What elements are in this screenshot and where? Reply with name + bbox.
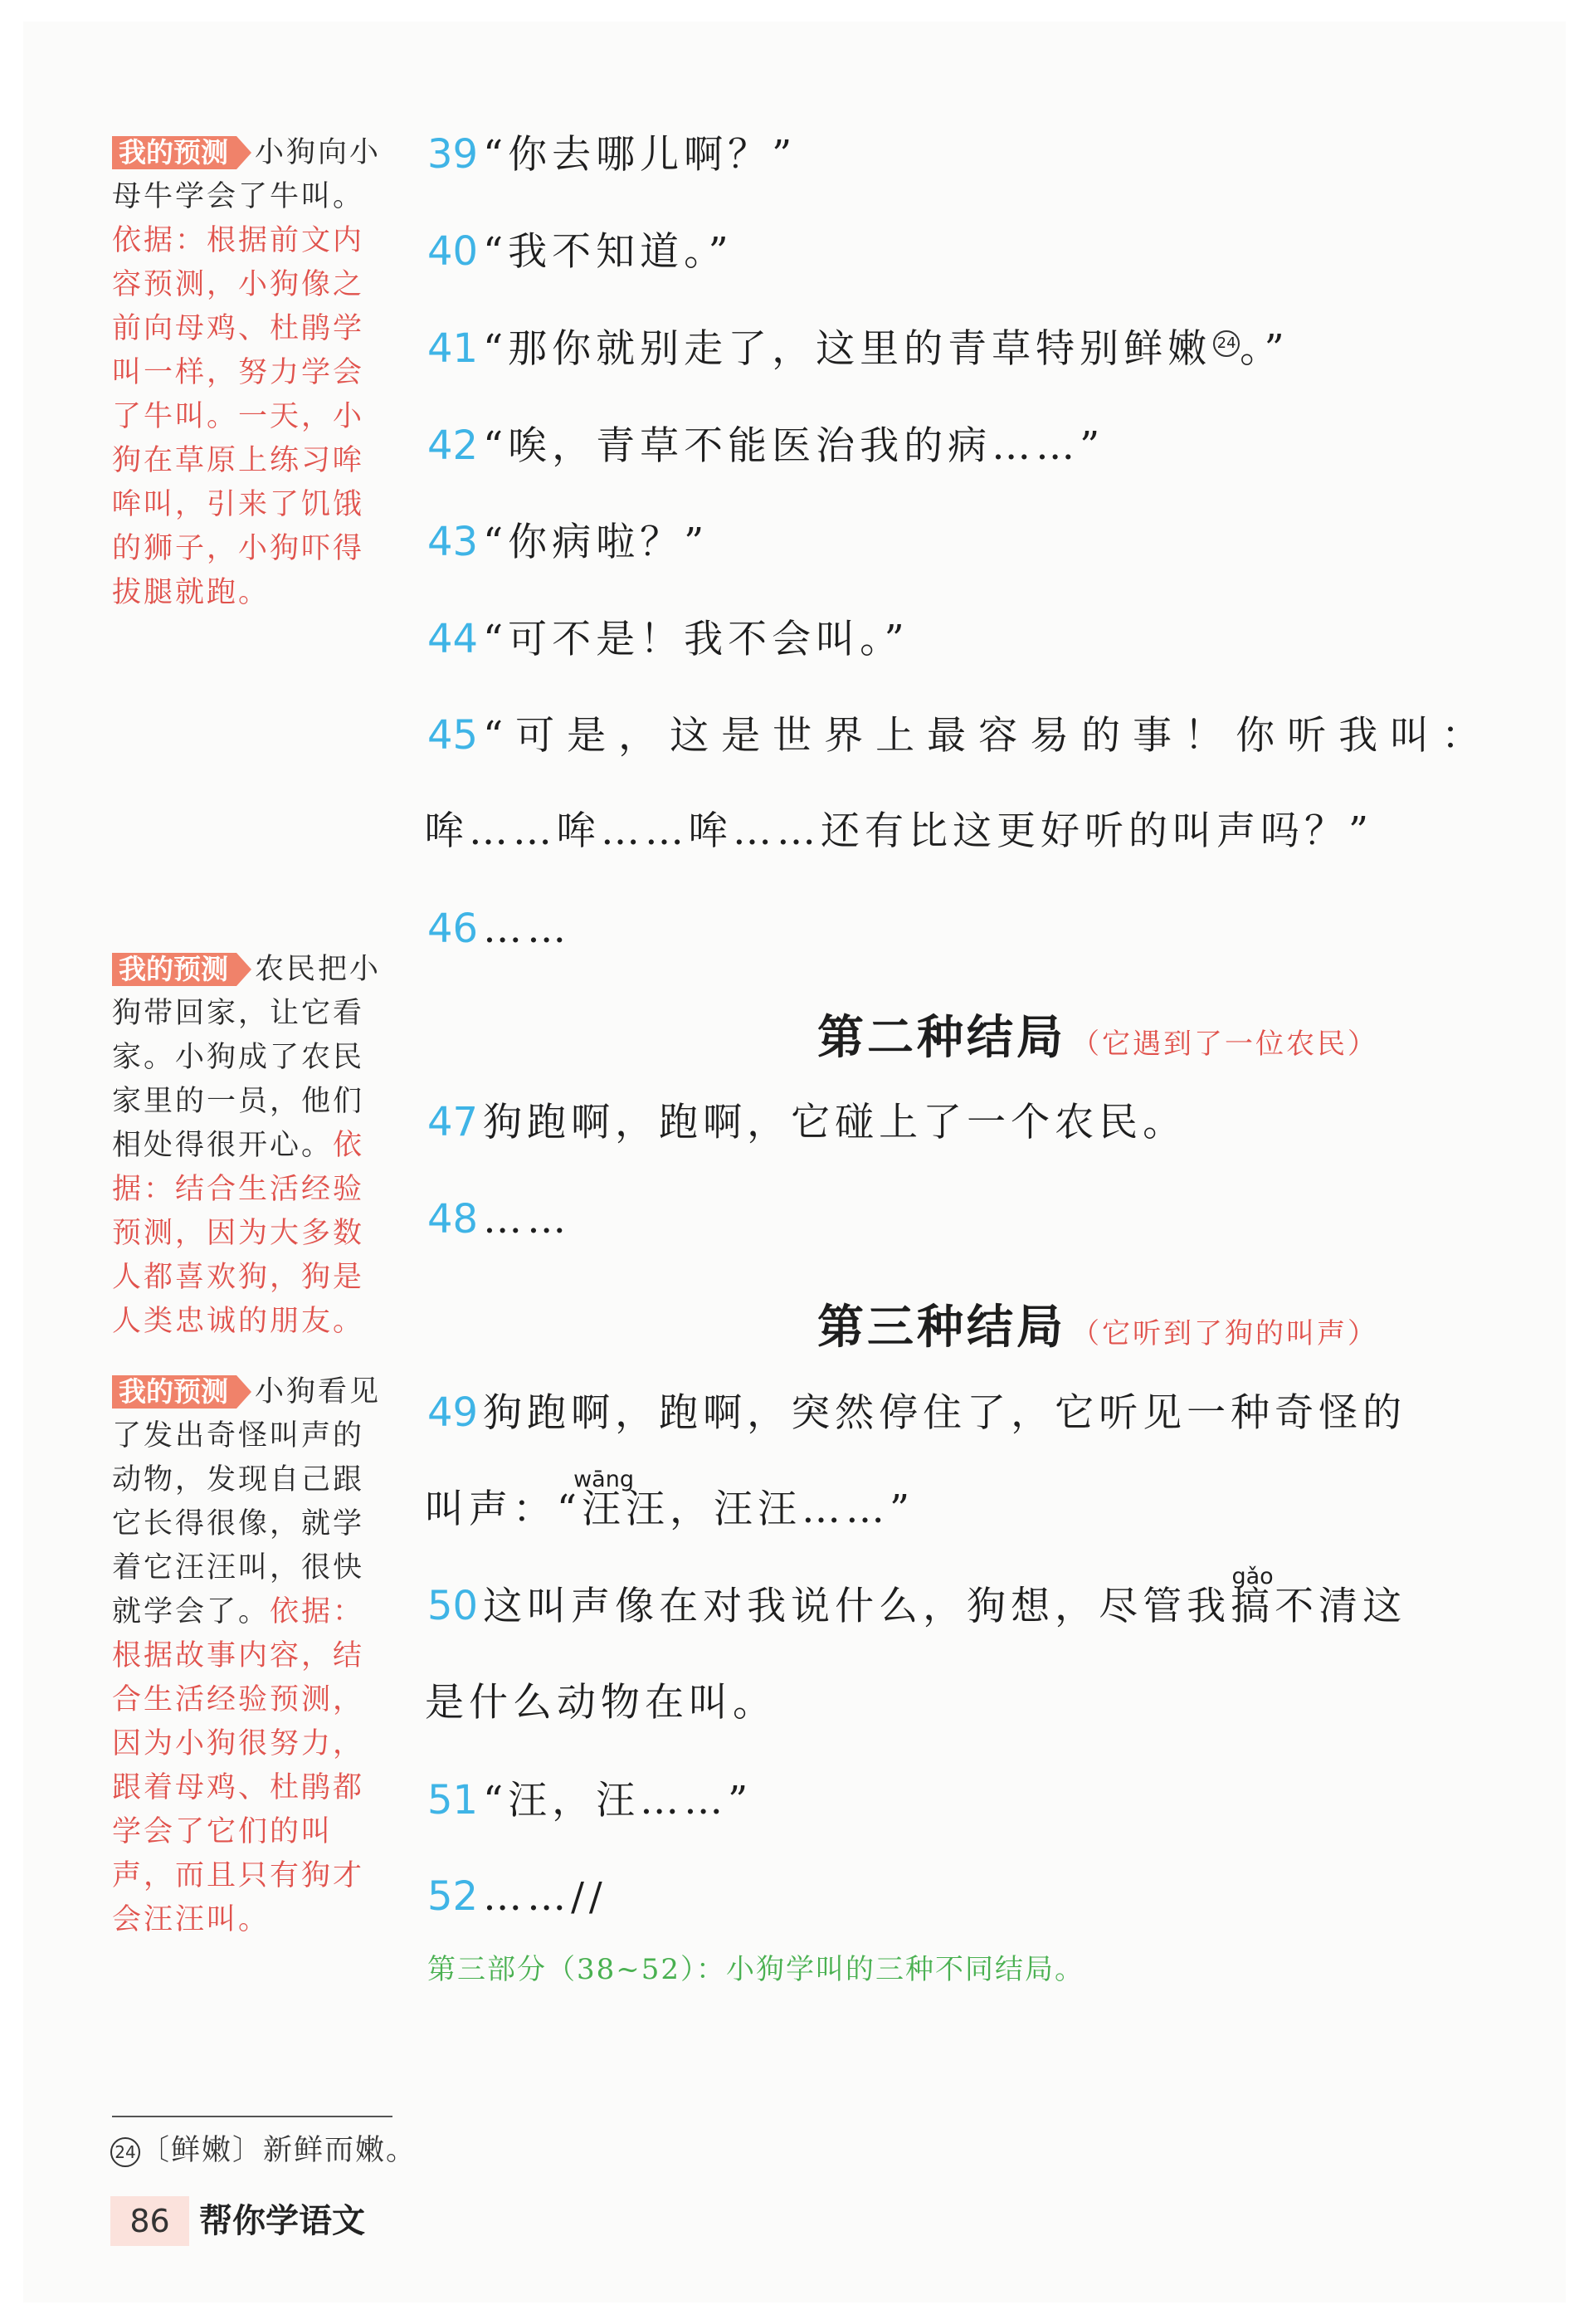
paragraph-47 [427,1097,1187,1148]
paragraph-number: 43 [427,519,479,565]
paragraph-50 [427,1564,1407,1632]
paragraph-44 [427,614,909,665]
paragraph-40 [427,227,734,277]
paragraph-text: 狗跑啊，跑啊，突然停住了，它听见一种奇怪的 [483,1390,1407,1436]
paragraph-text: “我不知道。” [483,229,734,275]
paragraph-42 [427,421,1104,471]
annotated-char: 搞 [1231,1584,1275,1629]
paragraph-50-continued [425,1678,777,1728]
paragraph-text: 这叫声像在对我说什么，狗想，尽管我 [483,1584,1231,1629]
footnote-number: 24 [110,2137,140,2167]
paragraph-text: 不清这 [1275,1584,1407,1629]
paragraph-43 [427,517,709,568]
prediction-badge: 我的预测 [112,953,236,986]
prediction-basis: 依据：根据前文内容预测，小狗像之前向母鸡、杜鹃学叫一样，努力学会了牛叫。一天，小狗在草原上练习哞哞叫，引来了饥饿的狮子，小狗吓得拔腿就跑。 [112,224,365,609]
paragraph-text: 哞……哞……哞……还有比这更好听的叫声吗？” [425,808,1374,854]
ending-heading-2 [817,1001,1378,1067]
paragraph-number: 51 [427,1777,479,1824]
prediction-badge: 我的预测 [112,136,236,169]
paragraph-number: 52 [427,1873,479,1920]
ending-title: 第二种结局 [817,1010,1066,1065]
paragraph-number: 46 [427,906,479,952]
paragraph-text: “唉，青草不能医治我的病……” [483,423,1105,469]
paragraph-text: 是什么动物在叫。 [425,1680,777,1726]
paragraph-text: “可是，这是世界上最容易的事！你听我叫： [483,713,1494,759]
paragraph-number: 49 [427,1389,479,1436]
paragraph-41 [427,324,1289,374]
paragraph-text-end: 。” [1240,326,1289,372]
paragraph-text: 叫声：“ [425,1487,582,1532]
paragraph-number: 47 [427,1099,479,1145]
paragraph-45 [427,710,1493,761]
paragraph-text: 狗跑啊，跑啊，它碰上了一个农民。 [483,1100,1187,1145]
paragraph-number: 50 [427,1583,479,1629]
paragraph-text: “汪，汪……” [483,1778,753,1824]
footnote [110,2127,417,2169]
prediction-basis: 依据：根据故事内容，结合生活经验预测，因为小狗很努力，跟着母鸡、杜鹃都学会了它们的叫声，而且只有狗才会汪汪叫。 [112,1595,365,1936]
paragraph-46 [427,904,571,954]
paragraph-text: …… [483,906,572,952]
paragraph-text: “你去哪儿啊？” [483,132,797,178]
paragraph-45-continued [425,807,1373,857]
ending-subtitle: （它听到了狗的叫声） [1071,1317,1378,1350]
pinyin-label: wāng [573,1467,634,1492]
prediction-basis: 依据：结合生活经验预测，因为大多数人都喜欢狗，狗是人类忠诚的朋友。 [112,1129,365,1338]
paragraph-number: 39 [427,131,479,178]
ending-title: 第三种结局 [817,1300,1066,1355]
footnote-divider [112,2116,392,2117]
footnote-text: 〔鲜嫩〕新鲜而嫩。 [140,2134,417,2167]
book-title: 帮你学语文 [199,2202,365,2240]
prediction-note-3 [112,1370,386,1942]
prediction-text: 农民把小狗带回家，让它看家。小狗成了农民家里的一员，他们相处得很开心。 [112,953,382,1162]
pinyin-annotated-char [573,1467,634,1535]
paragraph-text: “可不是！我不会叫。” [483,617,909,662]
paragraph-48 [427,1194,571,1245]
paragraph-text: 汪，汪汪……” [626,1487,915,1532]
paragraph-51 [427,1775,753,1826]
paragraph-text: …… [483,1197,572,1243]
prediction-text: 小狗看见了发出奇怪叫声的动物，发现自己跟它长得很像，就学着它汪汪叫，很快就学会了。 [112,1375,382,1628]
paragraph-number: 45 [427,712,479,759]
paragraph-number: 41 [427,325,479,372]
paragraph-text: “你病啦？” [483,520,709,565]
paragraph-39 [427,129,797,180]
prediction-note-2 [112,948,386,1344]
prediction-text: 小狗向小母牛学会了牛叫。 [112,136,382,213]
section-summary: 第三部分（38~52）：小狗学叫的三种不同结局。 [427,1953,1085,1986]
paragraph-number: 42 [427,422,479,469]
paragraph-49-continued [425,1467,915,1535]
paragraph-number: 44 [427,616,479,662]
paragraph-52 [427,1872,607,1922]
pinyin-label: gǎo [1231,1564,1274,1589]
ending-heading-3 [817,1291,1378,1357]
footnote-marker: 24 [1213,330,1240,357]
paragraph-49 [427,1388,1406,1438]
pinyin-annotated-char [1231,1564,1275,1632]
paragraph-text: ……// [483,1874,607,1920]
annotated-char: 汪 [582,1487,626,1532]
page-number: 86 [110,2196,189,2246]
ending-subtitle: （它遇到了一位农民） [1071,1028,1378,1061]
prediction-badge: 我的预测 [112,1375,236,1409]
paragraph-number: 48 [427,1196,479,1243]
paragraph-number: 40 [427,228,479,275]
paragraph-text: “那你就别走了，这里的青草特别鲜嫩 [483,326,1212,372]
prediction-note-1 [112,131,386,615]
